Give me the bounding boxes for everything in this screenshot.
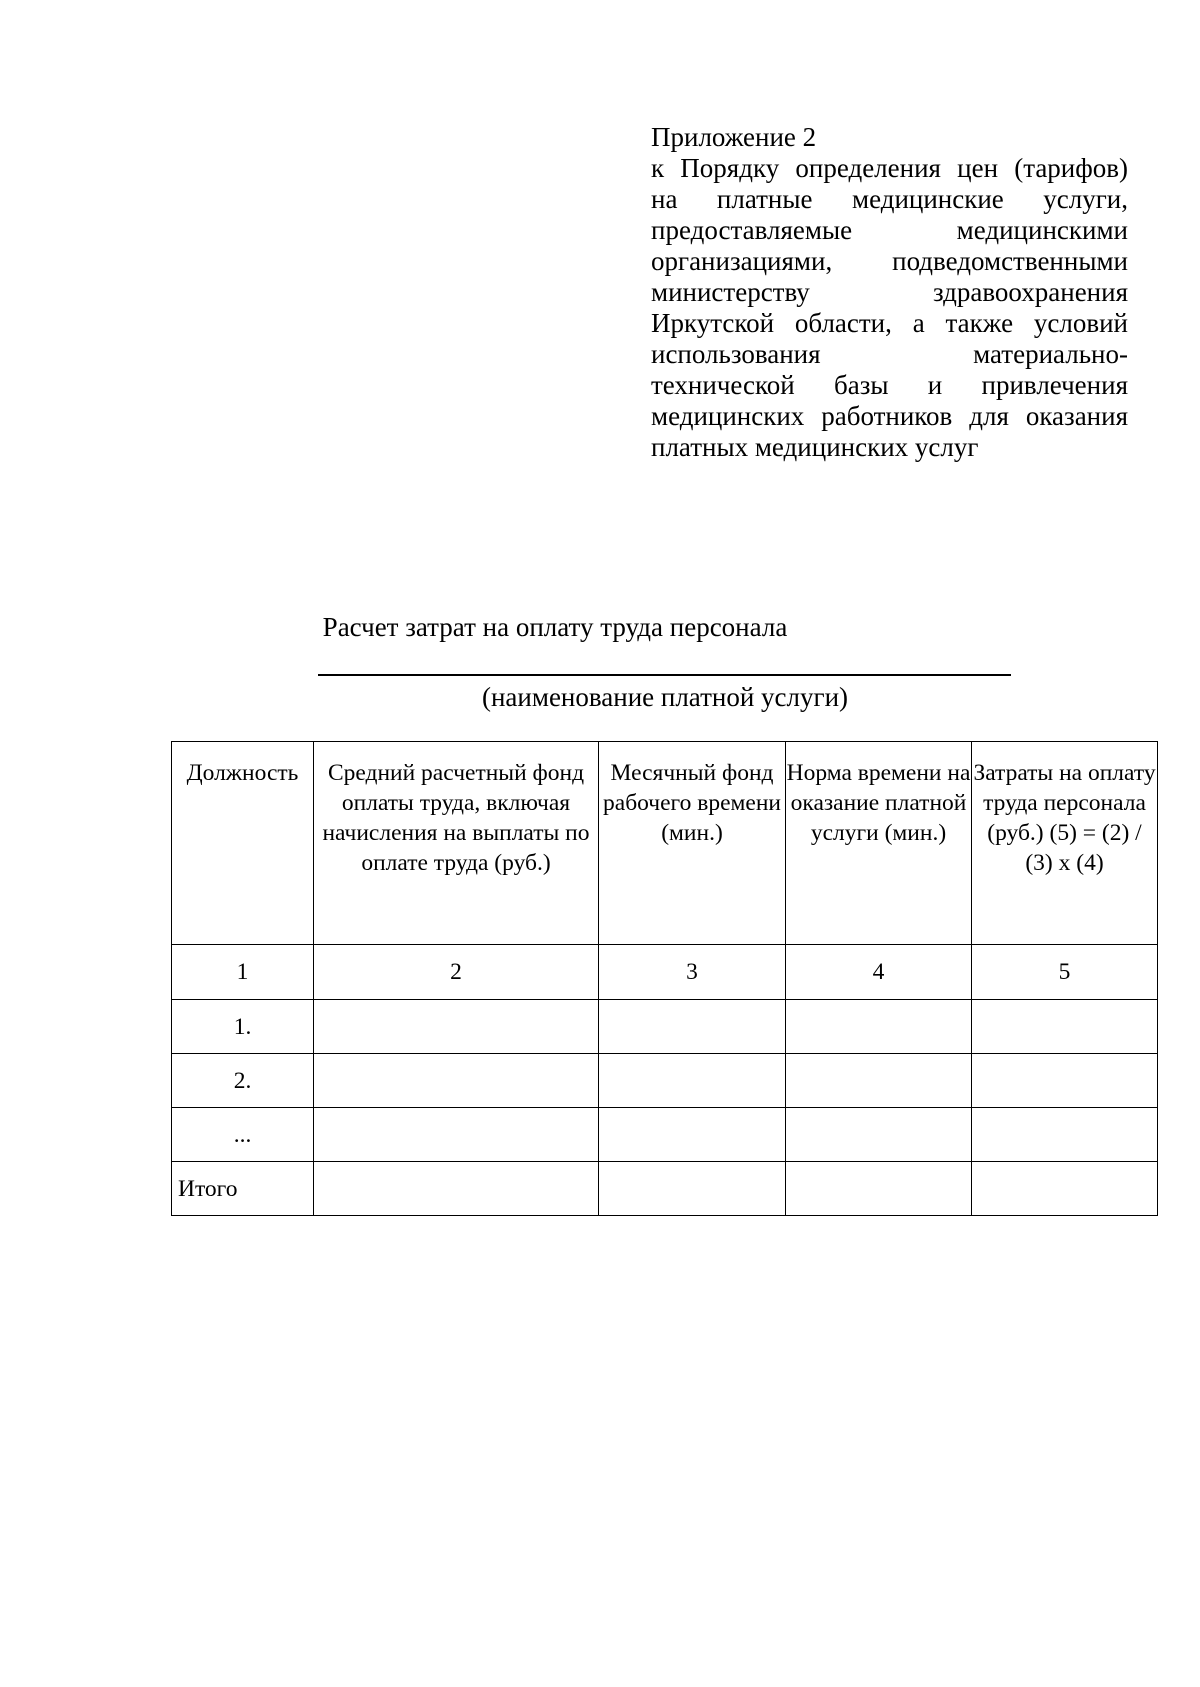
column-number: 2 [314, 945, 599, 1000]
appendix-line: министерству здравоохранения [651, 277, 1128, 307]
table-cell [314, 1108, 599, 1162]
document-title: Расчет затрат на оплату труда персонала [322, 612, 788, 642]
service-name-caption: (наименование платной услуги) [481, 682, 849, 712]
appendix-line: организациями, подведомственными [651, 246, 1128, 276]
table-cell [972, 1054, 1158, 1108]
appendix-line: предоставляемые медицинскими [651, 215, 1128, 245]
appendix-line: платных медицинских услуг [651, 432, 979, 462]
table-cell [786, 1000, 972, 1054]
row-label-total: Итого [172, 1162, 314, 1216]
column-number: 3 [599, 945, 786, 1000]
table-cell [972, 1000, 1158, 1054]
row-label: ... [172, 1108, 314, 1162]
appendix-block [651, 122, 1128, 463]
service-name-blank-line [318, 674, 1011, 676]
header-position: Должность [172, 742, 314, 945]
table-row [172, 1000, 1158, 1054]
header-monthly-working-time: Месячный фонд рабочего времени (мин.) [599, 742, 786, 945]
appendix-line: технической базы и привлечения [651, 370, 1128, 400]
appendix-title: Приложение 2 [651, 122, 817, 152]
table-cell [599, 1000, 786, 1054]
header-labor-costs: Затраты на оплату труда персонала (руб.) (5) = (2) / (3) x (4) [972, 742, 1158, 945]
appendix-line: на платные медицинские услуги, [651, 184, 1128, 214]
table-row [172, 1108, 1158, 1162]
appendix-line: к Порядку определения цен (тарифов) [651, 153, 1128, 183]
table-cell [599, 1108, 786, 1162]
appendix-line: Иркутской области, а также условий [651, 308, 1128, 338]
column-number: 1 [172, 945, 314, 1000]
table-header-row [172, 742, 1158, 945]
header-average-payroll-fund: Средний расчетный фонд оплаты труда, включая начисления на выплаты по оплате труда (руб.) [314, 742, 599, 945]
column-number-row [172, 945, 1158, 1000]
table-cell [599, 1162, 786, 1216]
table-cell [972, 1108, 1158, 1162]
table-cell [314, 1054, 599, 1108]
row-label: 1. [172, 1000, 314, 1054]
labor-cost-table [171, 741, 1158, 1216]
table-row [172, 1054, 1158, 1108]
row-label: 2. [172, 1054, 314, 1108]
appendix-line: использования материально- [651, 339, 1128, 369]
header-time-norm: Норма времени на оказание платной услуги (мин.) [786, 742, 972, 945]
appendix-line: медицинских работников для оказания [651, 401, 1128, 431]
table-cell [314, 1000, 599, 1054]
table-row-total [172, 1162, 1158, 1216]
table-cell [786, 1108, 972, 1162]
table-cell [972, 1162, 1158, 1216]
column-number: 5 [972, 945, 1158, 1000]
column-number: 4 [786, 945, 972, 1000]
table-cell [786, 1162, 972, 1216]
table-cell [314, 1162, 599, 1216]
table-cell [786, 1054, 972, 1108]
table-cell [599, 1054, 786, 1108]
